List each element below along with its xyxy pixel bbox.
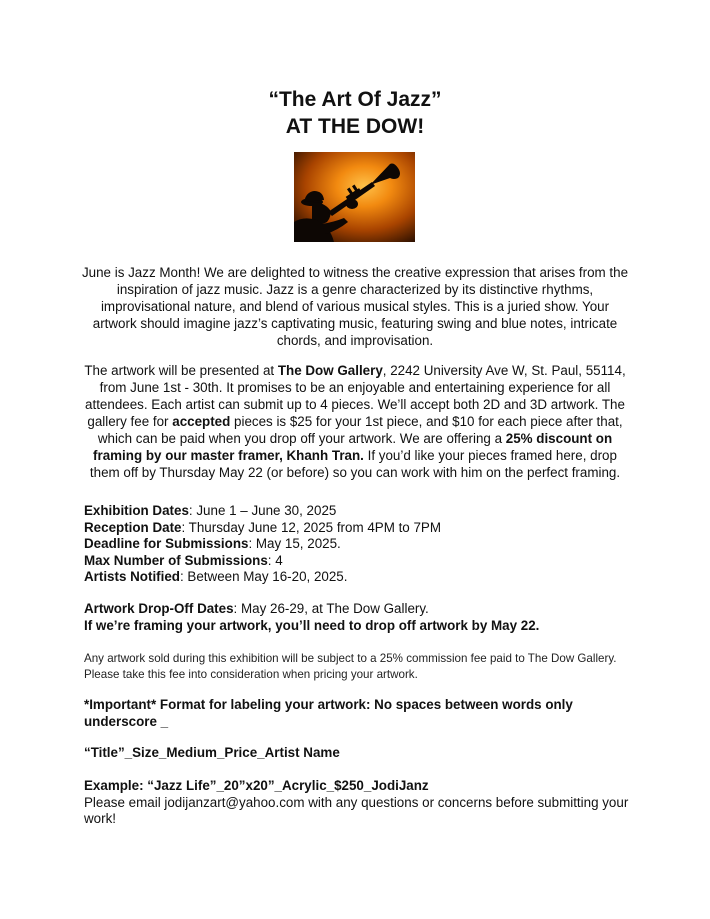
intro-paragraph: June is Jazz Month! We are delighted to witness the creative expression that arises from the inspiration of jazz music. Jazz is a genre characterized by its distinctive rhythms, improvisational nature, and blend of various musical styles. This is a juried show. Your artwork should imagine jazz’s captivating music, featuring swing and blue notes, intricate chords, and improvisation. [81,265,629,348]
example-section [84,778,644,828]
framing-dropoff-text: If we’re framing your artwork, you’ll need to drop off artwork by May 22. [84,617,540,633]
max-submissions-value: : 4 [267,552,283,568]
key-dates [84,503,644,586]
deadline-value: : May 15, 2025. [248,536,341,551]
page-subtitle: AT THE DOW! [285,115,425,138]
contact-note: Please email jodijanzart@yahoo.com with any questions or concerns before submitting your work! [84,794,629,826]
details-text: The artwork will be presented at [84,363,278,378]
deadline-label: Deadline for Submissions [84,536,249,551]
trumpet-player-silhouette-icon [294,152,415,242]
label-format-template: “Title”_Size_Medium_Price_Artist Name [84,745,340,760]
dropoff-dates-value: : May 26-29, at The Dow Gallery. [233,601,429,616]
exhibition-dates-row [84,503,644,520]
example-label [84,778,644,795]
dropoff-dates-label: Artwork Drop-Off Dates [84,601,234,616]
exhibition-dates-label: Exhibition Dates [84,503,189,518]
details-text: pieces is $25 for your 1st piece, and $10 for each piece after that, which can be paid when you drop off your artwork. We are offering a [97,414,623,446]
example-label-text: Example: “Jazz Life”_20”x20”_Acrylic_$250_JodiJanz [84,778,429,793]
details-paragraph [80,362,630,481]
reception-date-row [84,520,644,537]
deadline-row [84,536,644,553]
framing-discount: 25% discount on framing by our master framer, Khanh Tran. [93,431,613,463]
details-text: If you’d like your pieces framed here, drop them off by Thursday May 22 (or before) so you can work with him on the perfect framing. [89,448,621,480]
page-title: “The Art Of Jazz” [268,88,442,111]
dropoff-dates-row [84,601,644,618]
artists-notified-value: : Between May 16-20, 2025. [179,569,348,584]
accepted-emphasis: accepted [172,414,231,429]
max-submissions-row [84,553,644,570]
venue-name: The Dow Gallery [277,363,383,378]
commission-note: Any artwork sold during this exhibition will be subject to a 25% commission fee paid to The Dow Gallery. Please take this fee into consideration when pricing your artwork. [84,652,617,681]
framing-dropoff-note [84,618,644,635]
artists-notified-label: Artists Notified [84,569,180,584]
label-format-instructions: *Important* Format for labeling your artwork: No spaces between words only underscore _ [84,697,573,729]
dropoff-info [84,601,644,634]
artists-notified-row [84,569,644,586]
exhibition-dates-value: : June 1 – June 30, 2025 [188,503,337,518]
details-text: , 2242 University Ave W, St. Paul, 55114, from June 1st - 30th. It promises to be an enjoyable and entertaining experience for all attendees. Each artist can submit up to 4 pieces. We’ll accept both 2D and 3D artwork. The gallery fee for [85,363,626,429]
reception-date-value: : Thursday June 12, 2025 from 4PM to 7PM [181,519,441,535]
reception-date-label: Reception Date [84,519,182,535]
max-submissions-label: Max Number of Submissions [84,552,268,568]
